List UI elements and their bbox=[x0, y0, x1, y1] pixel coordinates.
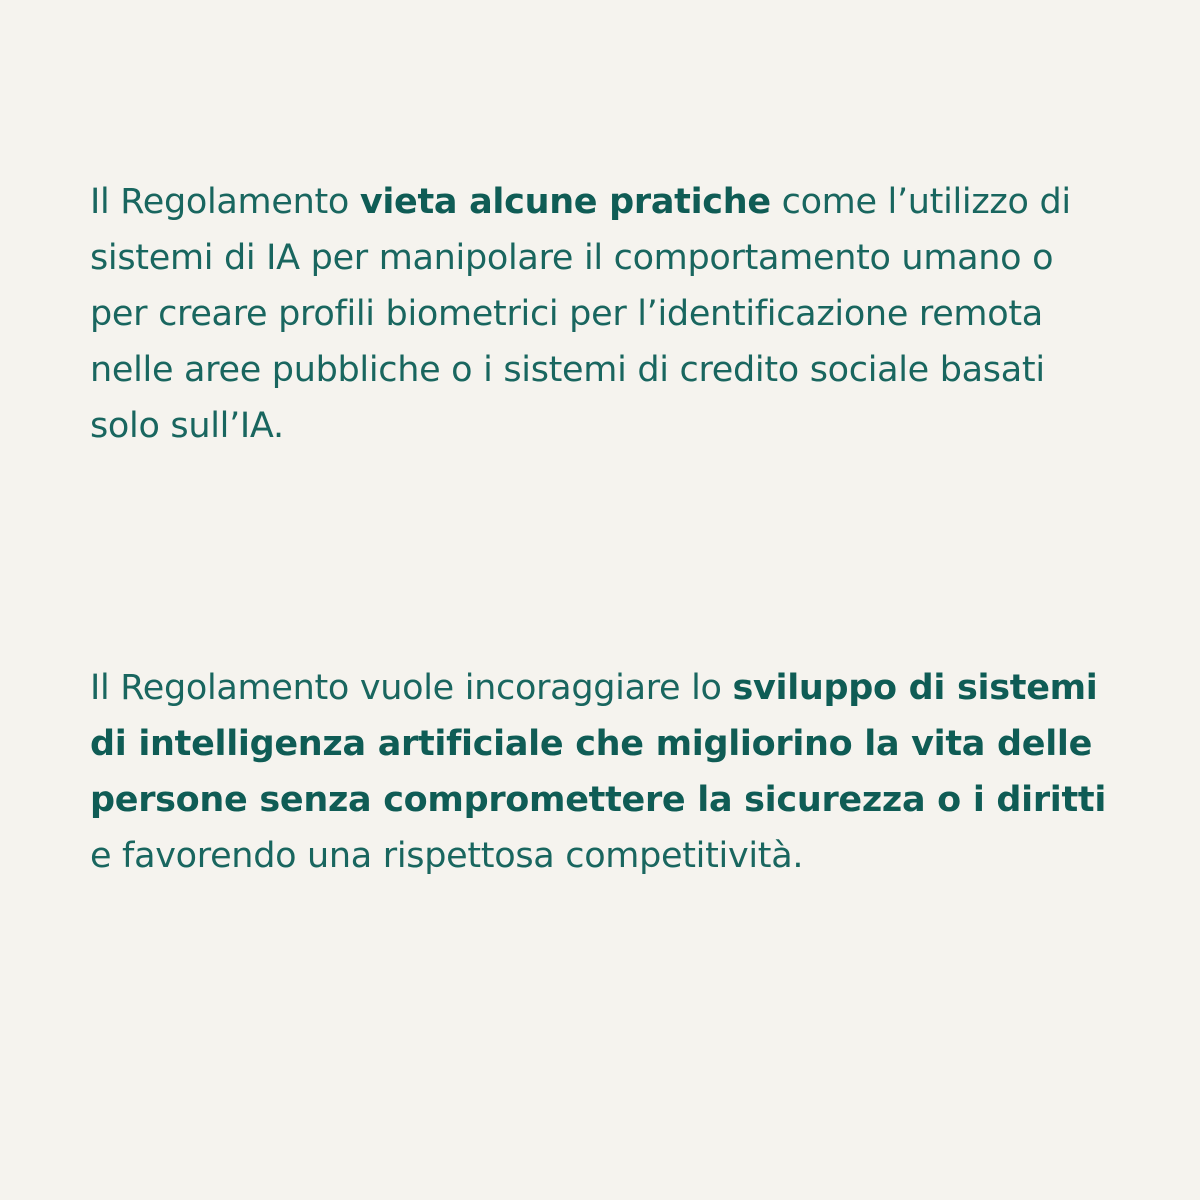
paragraph-1-highlight: vieta alcune pratiche bbox=[359, 182, 771, 222]
paragraph-1-body: come l’utilizzo di sistemi di IA per manipolare il comportamento umano o per creare profili biometrici per l’identificazione remota nelle aree pubbliche o i sistemi di credito sociale basati solo sull’IA. bbox=[90, 182, 1071, 446]
paragraph-2-intro: Il Regolamento vuole incoraggiare lo bbox=[90, 668, 733, 708]
paragraph-2-highlight: sviluppo di sistemi di intelligenza artificiale che migliorino la vita delle persone senza compromettere la sicurezza o i diritti bbox=[90, 668, 1107, 820]
paragraph-prohibited-practices bbox=[90, 174, 1120, 454]
paragraph-2-body: e favorendo una rispettosa competitività. bbox=[90, 836, 804, 876]
paragraph-development-goal bbox=[90, 660, 1120, 884]
paragraph-1-intro: Il Regolamento bbox=[90, 182, 360, 222]
